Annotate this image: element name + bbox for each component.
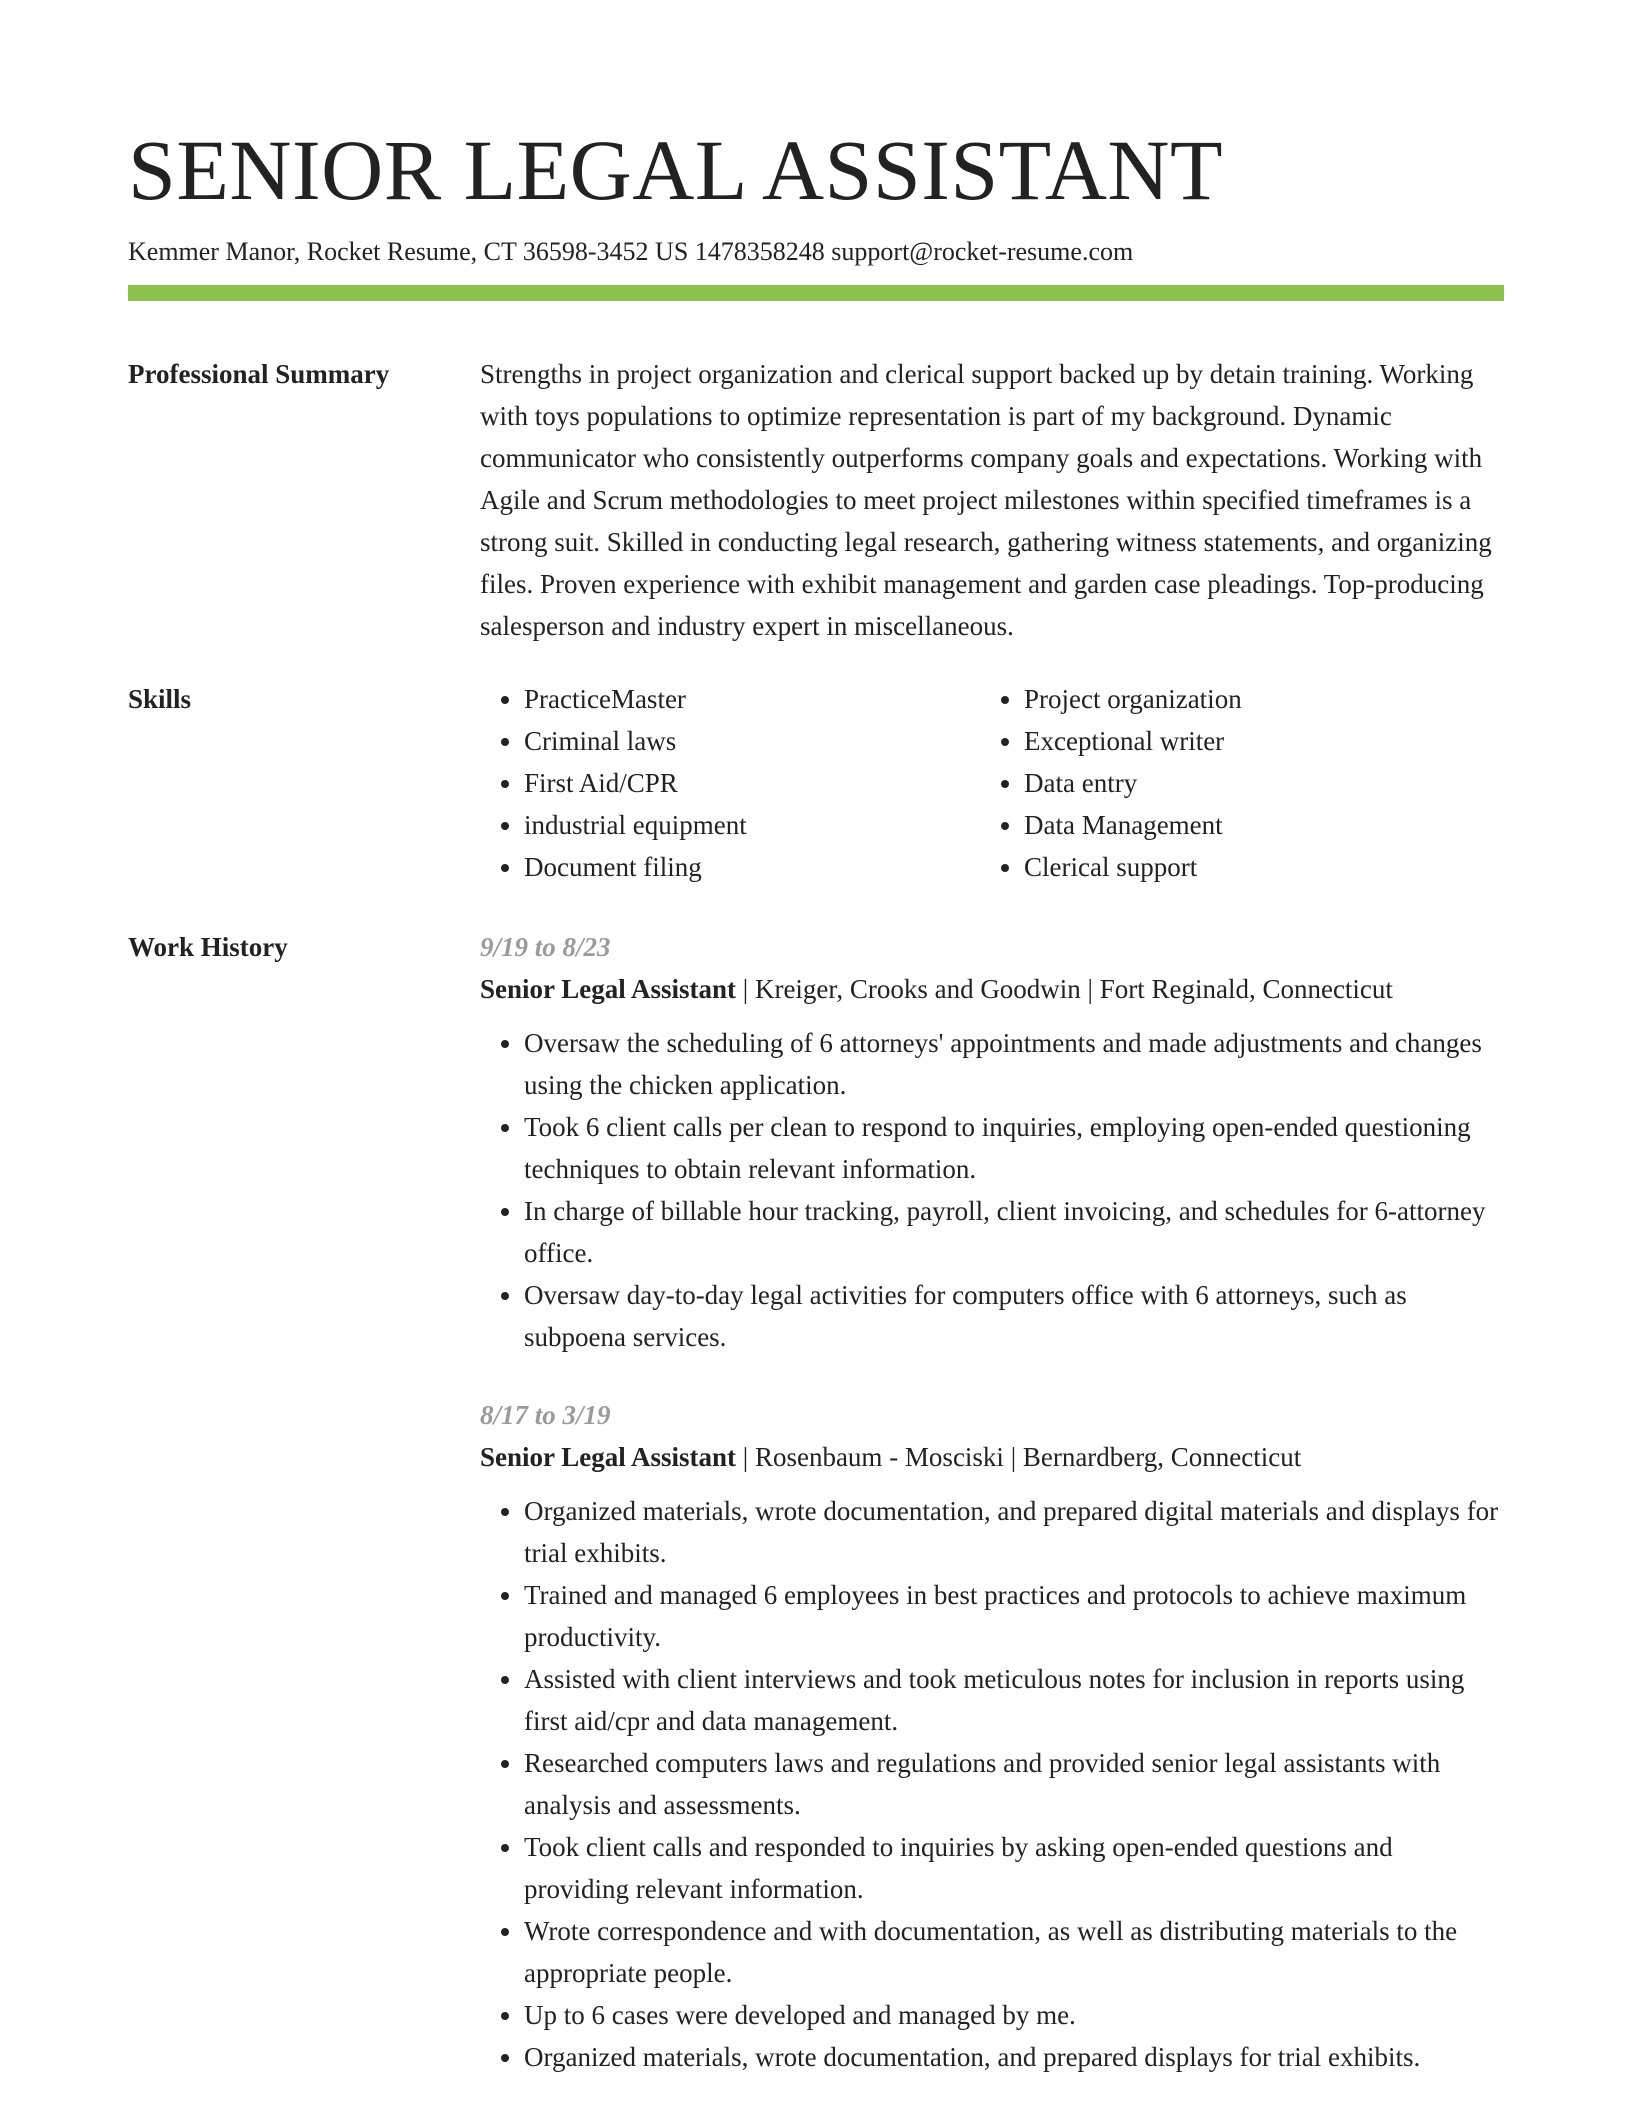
skill-item: • PracticeMaster (524, 678, 984, 720)
job-bullet: • Wrote correspondence and with documentation, as well as distributing materials to the appropriate people. (524, 1910, 1504, 1994)
job-bullet: • Assisted with client interviews and took meticulous notes for inclusion in reports using first aid/cpr and data management. (524, 1658, 1504, 1742)
skill-item: • industrial equipment (524, 804, 984, 846)
job-title: Senior Legal Assistant (480, 1442, 737, 1472)
job-title-line (480, 968, 1504, 1010)
job-bullet: • Oversaw day-to-day legal activities for computers office with 6 attorneys, such as subpoena services. (524, 1274, 1504, 1358)
skills-label: Skills (128, 684, 192, 714)
skills-list-left (480, 678, 984, 888)
summary-body (480, 353, 1504, 647)
job-bullet: • Took client calls and responded to inquiries by asking open-ended questions and providing relevant information. (524, 1826, 1504, 1910)
job-bullet: • Organized materials, wrote documentation, and prepared displays for trial exhibits. (524, 2036, 1504, 2078)
resume-page (128, 0, 1504, 2078)
skill-item: • Data entry (1024, 762, 1484, 804)
skill-item: • Data Management (1024, 804, 1484, 846)
work-history-body (480, 926, 1504, 2078)
job-bullet: • Oversaw the scheduling of 6 attorneys' appointments and made adjustments and changes using the chicken application. (524, 1022, 1504, 1106)
job-bullet: • Took 6 client calls per clean to respond to inquiries, employing open-ended questioning techniques to obtain relevant information. (524, 1106, 1504, 1190)
summary-section (128, 353, 1504, 647)
skill-item: • First Aid/CPR (524, 762, 984, 804)
job-dates: 8/17 to 3/19 (480, 1400, 611, 1430)
contact-line: Kemmer Manor, Rocket Resume, CT 36598-3452 US 1478358248 support@rocket-resume.com (128, 237, 1134, 266)
job-dates: 9/19 to 8/23 (480, 932, 611, 962)
summary-label: Professional Summary (128, 359, 390, 389)
job-bullet: • Organized materials, wrote documentation, and prepared digital materials and displays for trial exhibits. (524, 1490, 1504, 1574)
skill-item: • Document filing (524, 846, 984, 888)
skills-list-right (980, 678, 1484, 888)
job-entry (480, 1394, 1504, 2078)
skill-item: • Exceptional writer (1024, 720, 1484, 762)
skill-item: • Project organization (1024, 678, 1484, 720)
work-history-section (128, 926, 1504, 2078)
job-bullet: • Trained and managed 6 employees in best practices and protocols to achieve maximum productivity. (524, 1574, 1504, 1658)
job-bullet: • Researched computers laws and regulations and provided senior legal assistants with analysis and assessments. (524, 1742, 1504, 1826)
skill-item: • Criminal laws (524, 720, 984, 762)
job-title-line (480, 1436, 1504, 1478)
work-history-label: Work History (128, 932, 288, 962)
resume-name-heading: SENIOR LEGAL ASSISTANT (128, 122, 1224, 218)
job-details: | Rosenbaum - Mosciski | Bernardberg, Connecticut (736, 1442, 1302, 1472)
accent-divider (128, 285, 1504, 301)
skill-item: • Clerical support (1024, 846, 1484, 888)
job-bullet-list (480, 1022, 1504, 1358)
skills-body (480, 678, 1504, 888)
job-bullet: • In charge of billable hour tracking, payroll, client invoicing, and schedules for 6-attorney office. (524, 1190, 1504, 1274)
job-title: Senior Legal Assistant (480, 974, 737, 1004)
summary-text: Strengths in project organization and clerical support backed up by detain training. Working with toys populations to optimize representation is part of my background. Dynamic communicator who consistently outperforms company goals and expectations. Working with Agile and Scrum methodologies to meet project milestones within specified timeframes is a strong suit. Skilled in conducting legal research, gathering witness statements, and organizing files. Proven experience with exhibit management and garden case pleadings. Top-producing salesperson and industry expert in miscellaneous. (480, 359, 1492, 641)
skills-section (128, 678, 1504, 888)
job-entry (480, 926, 1504, 1358)
job-bullet: • Up to 6 cases were developed and managed by me. (524, 1994, 1504, 2036)
job-bullet-list (480, 1490, 1504, 2078)
job-details: | Kreiger, Crooks and Goodwin | Fort Reginald, Connecticut (736, 974, 1393, 1004)
